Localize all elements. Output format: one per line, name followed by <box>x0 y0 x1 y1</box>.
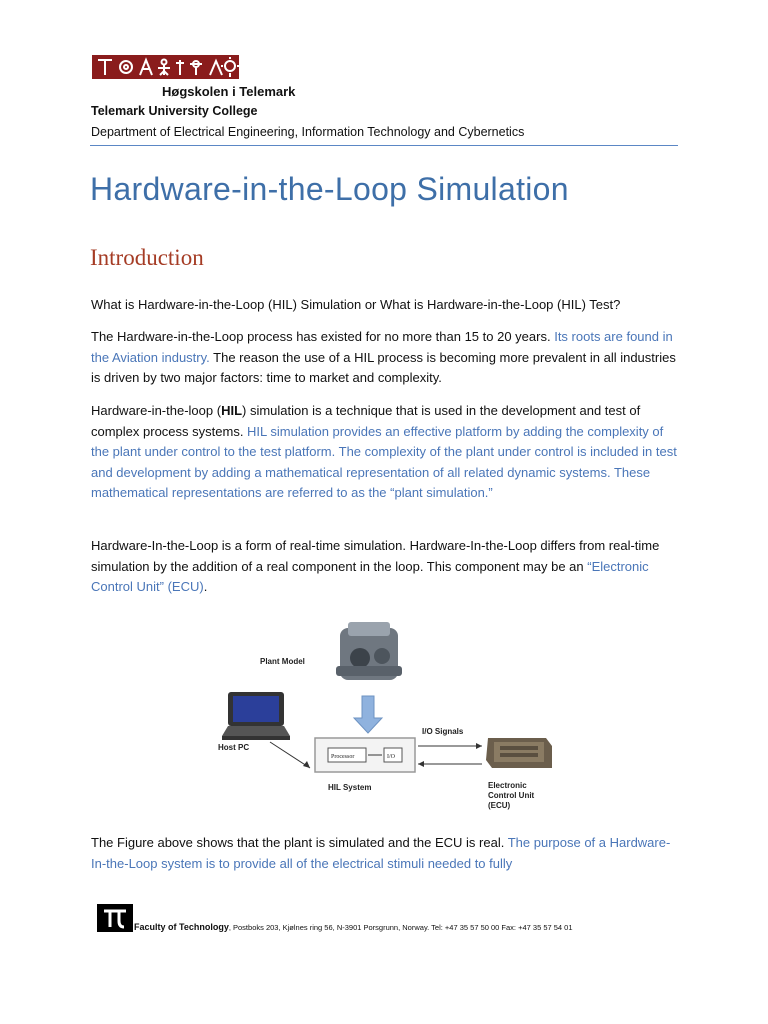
highlighted-text: “Electronic Control Unit” (ECU) <box>91 558 649 594</box>
paragraph-text: What is Hardware-in-the-Loop (HIL) Simulation or What is Hardware-in-the-Loop (HIL) Test? <box>91 297 621 312</box>
faculty-logo <box>97 904 133 932</box>
engine-icon <box>336 622 402 680</box>
paragraph-text: The reason the use of a HIL process is becoming more prevalent in all industries is driven by two major factors: time to market and complexity. <box>91 349 676 385</box>
section-heading: Introduction <box>90 245 204 270</box>
paragraph-text: ) simulation is a technique that is used in the development and test of complex process systems. <box>91 403 641 439</box>
highlighted-text: Its roots are found in the Aviation industry. <box>91 329 673 365</box>
hil-diagram <box>200 618 570 818</box>
laptop-icon <box>222 692 290 740</box>
faculty-logo-icon <box>97 904 133 932</box>
plant-model-label: Plant Model <box>260 657 305 666</box>
footer-address <box>134 922 573 932</box>
faculty-name: Faculty of Technology <box>134 922 229 932</box>
paragraph-text: The Figure above shows that the plant is simulated and the ECU is real. <box>91 835 508 850</box>
paragraph-question <box>91 295 681 316</box>
arrow-left-icon <box>418 761 424 767</box>
ecu-label-line1: Electronic <box>488 781 527 790</box>
paragraph-text: The Hardware-in-the-Loop process has existed for no more than 15 to 20 years. <box>91 329 555 344</box>
hil-system-label: HIL System <box>328 783 372 792</box>
arrow-right-icon <box>476 743 482 749</box>
bold-text: HIL <box>221 403 243 418</box>
school-name: Høgskolen i Telemark <box>162 84 296 99</box>
paragraph-text: Hardware-In-the-Loop is a form of real-time simulation. Hardware-In-the-Loop differs from real-time simulation by the addition of a real component in the loop. This component may be an <box>91 538 660 574</box>
highlighted-text: The purpose of a Hardware-In-the-Loop system is to provide all of the electrical stimuli needed to fully <box>91 835 671 871</box>
processor-label: Processor <box>331 754 355 760</box>
paragraph-realtime <box>91 536 681 598</box>
department-name: Department of Electrical Engineering, Information Technology and Cybernetics <box>91 125 525 139</box>
ecu-icon <box>486 738 552 768</box>
footer-contact: , Postboks 203, Kjølnes ring 56, N-3901 Porsgrunn, Norway. Tel: +47 35 57 50 00 Fax: +47 35 57 54 01 <box>228 923 573 932</box>
io-signals-label: I/O Signals <box>422 727 464 736</box>
header-divider <box>90 145 678 146</box>
paragraph-history <box>91 327 681 389</box>
paragraph-figure-description <box>91 833 681 874</box>
hil-system-figure <box>200 618 570 818</box>
paragraph-text: Hardware-in-the-loop ( <box>91 403 222 418</box>
hit-logo <box>92 55 239 79</box>
logo-figures-icon <box>92 55 239 79</box>
ecu-label-line2: Control Unit <box>488 791 535 800</box>
ecu-label-line3: (ECU) <box>488 801 511 810</box>
paragraph-definition <box>91 401 681 504</box>
university-name: Telemark University College <box>91 104 258 118</box>
document-title: Hardware-in-the-Loop Simulation <box>90 171 569 207</box>
down-arrow-icon <box>354 696 382 733</box>
io-label: I/O <box>387 754 395 760</box>
highlighted-text: HIL simulation provides an effective platform by adding the complexity of the plant under control to the test platform. The complexity of the plant under control is included in test and development by adding a mathematical representation of all related dynamic systems. These mathematical representations are referred to as the “plant simulation.” <box>91 423 677 500</box>
paragraph-text: . <box>203 579 208 594</box>
host-pc-label: Host PC <box>218 743 250 752</box>
connection-line <box>270 742 310 768</box>
